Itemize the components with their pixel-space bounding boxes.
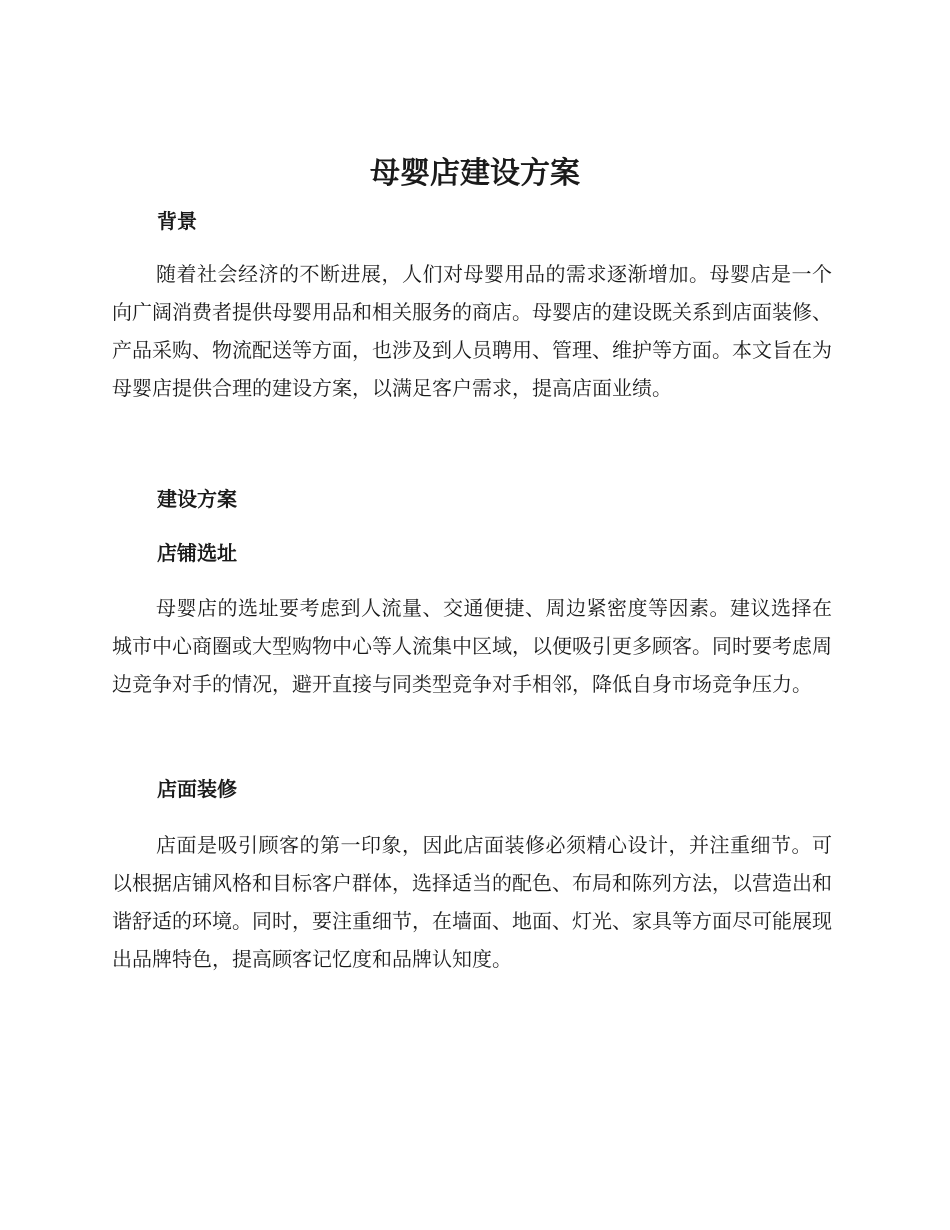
section-body-background: 随着社会经济的不断进展，人们对母婴用品的需求逐渐增加。母婴店是一个向广阔消费者提供母婴用品和相关服务的商店。母婴店的建设既关系到店面装修、产品采购、物流配送等方面，也涉及到人员聘用、管理、维护等方面。本文旨在为母婴店提供合理的建设方案，以满足客户需求，提高店面业绩。 bbox=[112, 262, 832, 400]
section-body-site-selection: 母婴店的选址要考虑到人流量、交通便捷、周边紧密度等因素。建议选择在城市中心商圈或大型购物中心等人流集中区域，以便吸引更多顾客。同时要考虑周边竞争对手的情况，避开直接与同类型竞争对手相邻，降低自身市场竞争压力。 bbox=[112, 596, 832, 696]
section-body-decoration: 店面是吸引顾客的第一印象，因此店面装修必须精心设计，并注重细节。可以根据店铺风格和目标客户群体，选择适当的配色、布局和陈列方法，以营造出和谐舒适的环境。同时，要注重细节，在墙面、地面、灯光、家具等方面尽可能展现出品牌特色，提高顾客记忆度和品牌认知度。 bbox=[112, 833, 832, 971]
document-title: 母婴店建设方案 bbox=[370, 156, 580, 191]
section-heading-background: 背景 bbox=[157, 209, 197, 233]
section-heading-plan: 建设方案 bbox=[157, 487, 237, 511]
section-heading-site-selection: 店铺选址 bbox=[157, 541, 237, 565]
section-heading-decoration: 店面装修 bbox=[157, 777, 237, 801]
